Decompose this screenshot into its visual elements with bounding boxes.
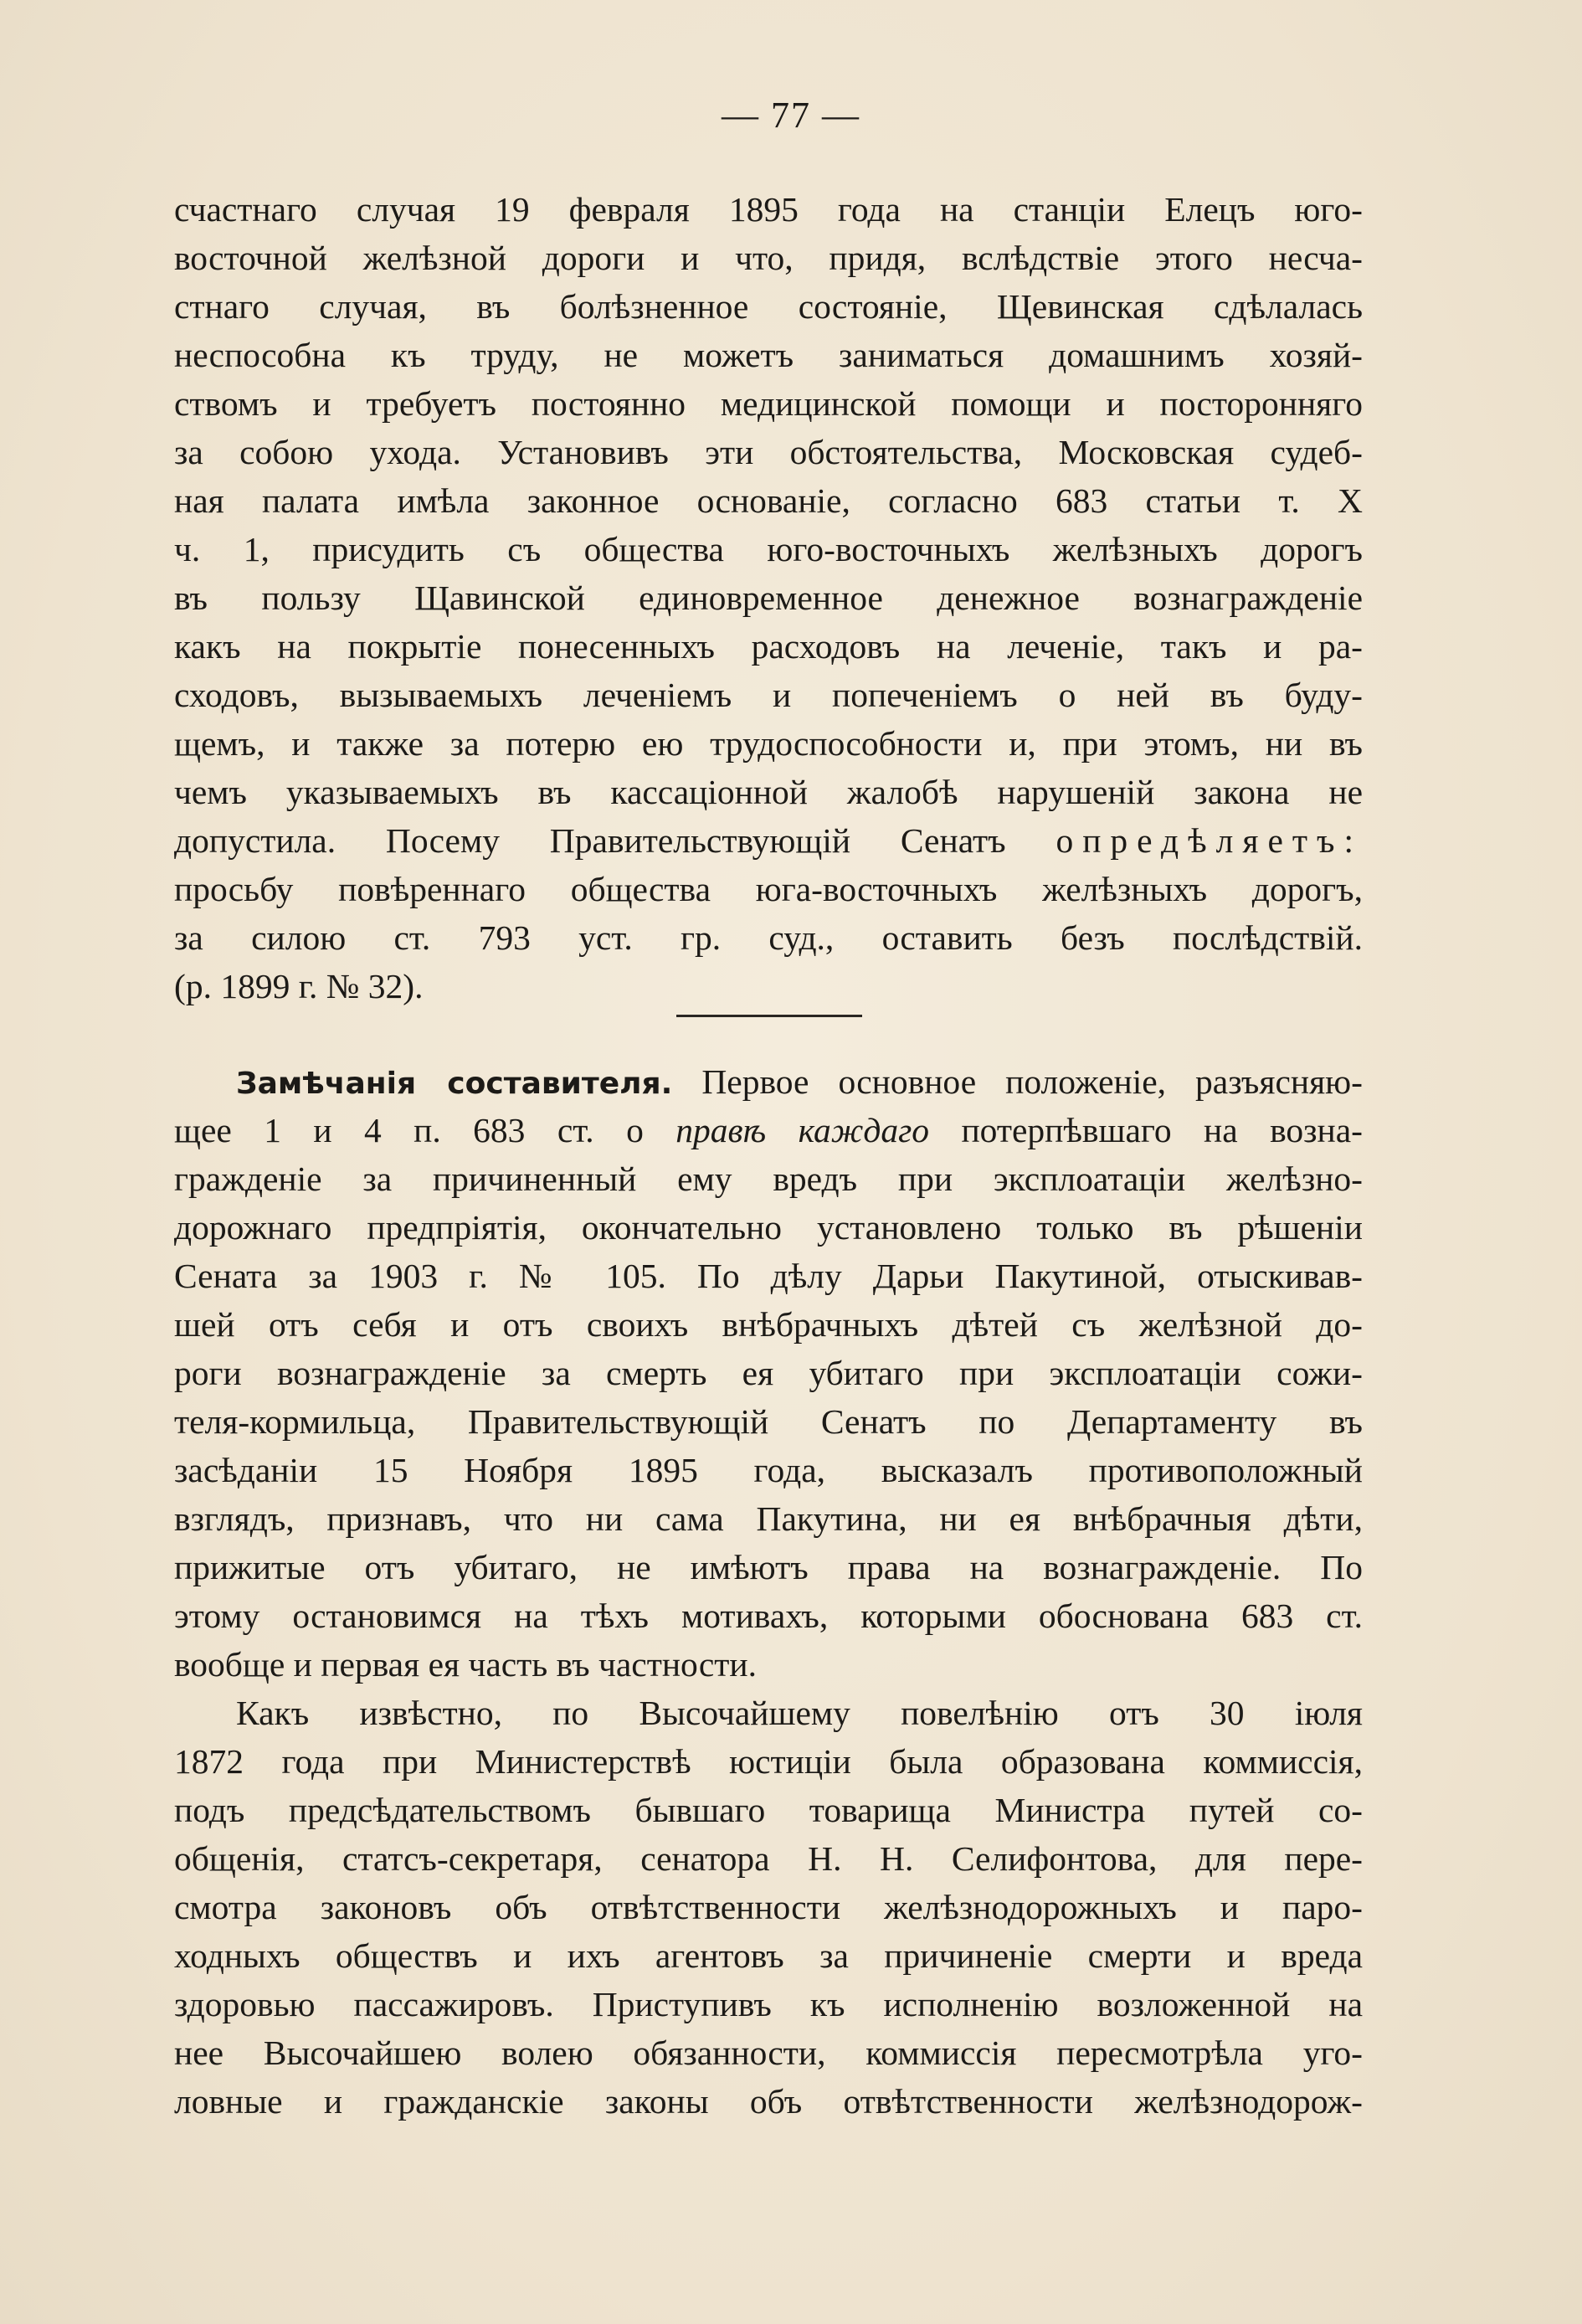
text-line: сходовъ, вызываемыхъ леченіемъ и попеченіемъ о ней въ буду- [174, 676, 1363, 714]
text-line: счастнаго случая 19 февраля 1895 года на станціи Елецъ юго- [174, 190, 1363, 229]
text-line: взглядъ, признавъ, что ни сама Пакутина, ни ея внѣбрачныя дѣти, [174, 1499, 1363, 1538]
text-line: шей отъ себя и отъ своихъ внѣбрачныхъ дѣтей съ желѣзной до- [174, 1305, 1363, 1344]
text-line: стнаго случая, въ болѣзненное состояніе, Щевинская сдѣлалась [174, 287, 1363, 326]
spaced-emphasis: опредѣляетъ: [1056, 821, 1364, 860]
text-line: здоровью пассажировъ. Приступивъ къ исполненію возложенной на [174, 1985, 1363, 2023]
text-line: ная палата имѣла законное основаніе, согласно 683 статьи т. X [174, 481, 1363, 520]
text-line: общенія, статсъ-секретаря, сенатора Н. Н. Селифонтова, для пере- [174, 1839, 1363, 1878]
section-divider [676, 1015, 862, 1017]
text-line [174, 1110, 1363, 1159]
text-line: чемъ указываемыхъ въ кассаціонной жалобѣ нарушеній закона не [174, 773, 1363, 811]
text-line: теля-кормильца, Правительствующій Сенатъ по Департаменту въ [174, 1402, 1363, 1441]
remarks-heading: Замѣчанія составителя. [236, 1067, 673, 1101]
text-line: ходныхъ обществъ и ихъ агентовъ за причиненіе смерти и вреда [174, 1936, 1363, 1975]
text-line: прижитые отъ убитаго, не имѣютъ права на вознагражденіе. По [174, 1548, 1363, 1586]
text-segment: потерпѣвшаго на возна- [961, 1111, 1363, 1149]
text-line [174, 820, 1363, 869]
text-line: за силою ст. 793 уст. гр. суд., оставить безъ послѣдствій. [174, 918, 1363, 957]
text-line [236, 1062, 1363, 1110]
text-line: въ пользу Щавинской единовременное денежное вознагражденіе [174, 578, 1363, 617]
text-line: засѣданіи 15 Ноября 1895 года, высказалъ противоположный [174, 1451, 1363, 1489]
text-line: восточной желѣзной дороги и что, придя, вслѣдствіе этого несча- [174, 239, 1363, 277]
text-line: просьбу повѣреннаго общества юга-восточныхъ желѣзныхъ дорогъ, [174, 870, 1363, 908]
text-line: за собою ухода. Установивъ эти обстоятельства, Московская судеб- [174, 433, 1363, 471]
text-segment: допустила. Посему Правительствующій Сенатъ [174, 821, 1006, 860]
text-line: этому остановимся на тѣхъ мотивахъ, которыми обоснована 683 ст. [174, 1596, 1363, 1635]
text-line: дорожнаго предпріятія, окончательно установлено только въ рѣшеніи [174, 1208, 1363, 1247]
text-segment: щее 1 и 4 п. 683 ст. о [174, 1111, 644, 1149]
text-line: Какъ извѣстно, по Высочайшему повелѣнію отъ 30 іюля [236, 1694, 1363, 1732]
text-line: нее Высочайшею волею обязанности, коммиссія пересмотрѣла уго- [174, 2034, 1363, 2072]
italic-emphasis: правѣ каждаго [675, 1111, 930, 1149]
text-line: смотра законовъ объ отвѣтственности желѣзнодорожныхъ и паро- [174, 1888, 1363, 1926]
text-line: подъ предсѣдательствомъ бывшаго товарища Министра путей со- [174, 1791, 1363, 1829]
page-number: — 77 — [722, 95, 860, 136]
text-line: неспособна къ труду, не можетъ заниматься домашнимъ хозяй- [174, 336, 1363, 374]
text-line: вообще и первая ея часть въ частности. [174, 1645, 757, 1684]
text-line: щемъ, и также за потерю ею трудоспособности и, при этомъ, ни въ [174, 724, 1363, 763]
text-line: 1872 года при Министерствѣ юстиціи была образована коммиссія, [174, 1742, 1363, 1781]
text-line: какъ на покрытіе понесенныхъ расходовъ на леченіе, такъ и ра- [174, 627, 1363, 666]
text-line: ч. 1, присудить съ общества юго-восточныхъ желѣзныхъ дорогъ [174, 530, 1363, 568]
text-line: роги вознагражденіе за смерть ея убитаго при эксплоатаціи сожи- [174, 1354, 1363, 1392]
text-line: ствомъ и требуетъ постоянно медицинской помощи и посторонняго [174, 384, 1363, 423]
text-line: гражденіе за причиненный ему вредъ при эксплоатаціи желѣзно- [174, 1159, 1363, 1198]
case-reference: (р. 1899 г. № 32). [174, 967, 424, 1005]
text-segment: Первое основное положеніе, разъясняю- [701, 1062, 1363, 1101]
text-line: Сената за 1903 г. № 105. По дѣлу Дарьи Пакутиной, отыскивав- [174, 1257, 1363, 1295]
text-line: ловные и гражданскіе законы объ отвѣтственности желѣзнодорож- [174, 2082, 1363, 2121]
